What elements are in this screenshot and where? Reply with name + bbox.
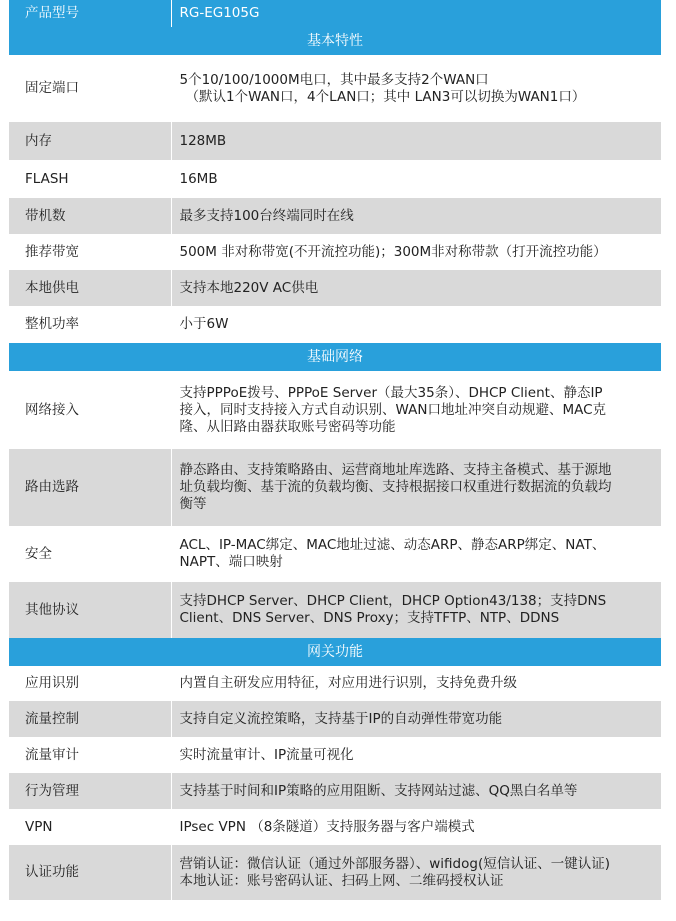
spec-value [171, 234, 661, 270]
spec-row [9, 198, 661, 234]
spec-row [9, 809, 661, 845]
spec-row [9, 55, 661, 122]
spec-label: 安全 [9, 526, 171, 582]
spec-row [9, 160, 661, 198]
spec-value [171, 198, 661, 234]
spec-value-line: NAPT、端口映射 [179, 554, 283, 570]
spec-value-line: 128MB [179, 132, 227, 149]
spec-value-line: 支持本地220V AC供电 [179, 279, 319, 296]
spec-value-line: 5个10/100/1000M电口，其中最多支持2个WAN口 [179, 71, 489, 88]
spec-value [171, 809, 661, 845]
spec-value [171, 737, 661, 773]
header-value: RG-EG105G [171, 0, 661, 27]
spec-value [171, 582, 661, 638]
spec-value-line: 址负载均衡、基于流的负载均衡、支持根据接口权重进行数据流的负载均 [179, 479, 612, 495]
spec-value-line: 16MB [179, 170, 218, 187]
section-header [9, 27, 661, 55]
spec-value-line: 支持PPPoE拨号、PPPoE Server（最大35条）、DHCP Client、静态IP [179, 384, 603, 401]
spec-value-line: 实时流量审计、IP流量可视化 [179, 746, 354, 763]
spec-label: 带机数 [9, 198, 171, 234]
spec-label: 其他协议 [9, 582, 171, 638]
spec-value-line: （默认1个WAN口，4个LAN口；其中 LAN3可以切换为WAN1口） [185, 88, 586, 105]
spec-label: 推荐带宽 [9, 234, 171, 270]
spec-label: 应用识别 [9, 666, 171, 701]
spec-label: 整机功率 [9, 306, 171, 343]
spec-label: 内存 [9, 122, 171, 160]
spec-row [9, 773, 661, 809]
spec-value-line: 接入，同时支持接入方式自动识别、WAN口地址冲突自动规避、MAC克 [179, 401, 607, 418]
spec-value-line: 本地认证：账号密码认证、扫码上网、二维码授权认证 [179, 872, 504, 889]
spec-row [9, 122, 661, 160]
spec-label: FLASH [9, 160, 171, 198]
spec-row [9, 845, 661, 900]
header-row [9, 0, 661, 27]
spec-row [9, 582, 661, 638]
spec-value-line: 支持自定义流控策略，支持基于IP的自动弹性带宽功能 [179, 710, 503, 727]
spec-value [171, 55, 661, 122]
spec-value [171, 666, 661, 701]
spec-row [9, 371, 661, 449]
spec-value [171, 449, 661, 526]
spec-label: 本地供电 [9, 270, 171, 306]
spec-label: 行为管理 [9, 773, 171, 809]
spec-table [9, 0, 661, 900]
spec-label: 流量控制 [9, 701, 171, 737]
spec-value-line: 最多支持100台终端同时在线 [179, 207, 354, 224]
spec-row [9, 270, 661, 306]
spec-row [9, 526, 661, 582]
spec-value-line: IPsec VPN （8条隧道）支持服务器与客户端模式 [179, 818, 475, 835]
spec-row [9, 306, 661, 343]
spec-value [171, 371, 661, 449]
spec-value-line: 静态路由、支持策略路由、运营商地址库选路、支持主备模式、基于源地 [179, 462, 612, 478]
spec-value [171, 773, 661, 809]
spec-row [9, 666, 661, 701]
spec-label: 路由选路 [9, 449, 171, 526]
spec-row [9, 234, 661, 270]
spec-label: 固定端口 [9, 55, 171, 122]
spec-value-line: 支持基于时间和IP策略的应用阻断、支持网站过滤、QQ黑白名单等 [179, 782, 578, 799]
spec-label: VPN [9, 809, 171, 845]
spec-value [171, 701, 661, 737]
spec-value-line: 营销认证：微信认证（通过外部服务器）、wifidog(短信认证、一键认证) [179, 855, 610, 872]
spec-value [171, 122, 661, 160]
spec-value-line: 500M 非对称带宽(不开流控功能)；300M非对称带款（打开流控功能） [179, 243, 607, 260]
spec-value-line: 内置自主研发应用特征，对应用进行识别，支持免费升级 [179, 675, 517, 691]
spec-value [171, 845, 661, 900]
spec-value-line: 衡等 [179, 496, 207, 512]
header-label: 产品型号 [9, 0, 171, 27]
section-header [9, 343, 661, 371]
spec-label: 流量审计 [9, 737, 171, 773]
spec-value [171, 270, 661, 306]
spec-value-line: 支持DHCP Server、DHCP Client，DHCP Option43/138；支持DNS [179, 593, 607, 609]
section-header [9, 638, 661, 666]
spec-value-line: 隆、从旧路由器获取账号密码等功能 [179, 418, 396, 435]
spec-row [9, 737, 661, 773]
section-title: 基础网络 [9, 343, 661, 371]
spec-value-line: 小于6W [179, 316, 229, 332]
spec-value-line: Client、DNS Server、DNS Proxy；支持TFTP、NTP、DDNS [179, 610, 560, 626]
spec-row [9, 701, 661, 737]
spec-value-line: ACL、IP-MAC绑定、MAC地址过滤、动态ARP、静态ARP绑定、NAT、 [179, 537, 606, 553]
section-title: 网关功能 [9, 638, 661, 666]
spec-value [171, 160, 661, 198]
spec-value [171, 306, 661, 343]
section-title: 基本特性 [9, 27, 661, 55]
spec-label: 认证功能 [9, 845, 171, 900]
spec-label: 网络接入 [9, 371, 171, 449]
spec-row [9, 449, 661, 526]
spec-value [171, 526, 661, 582]
